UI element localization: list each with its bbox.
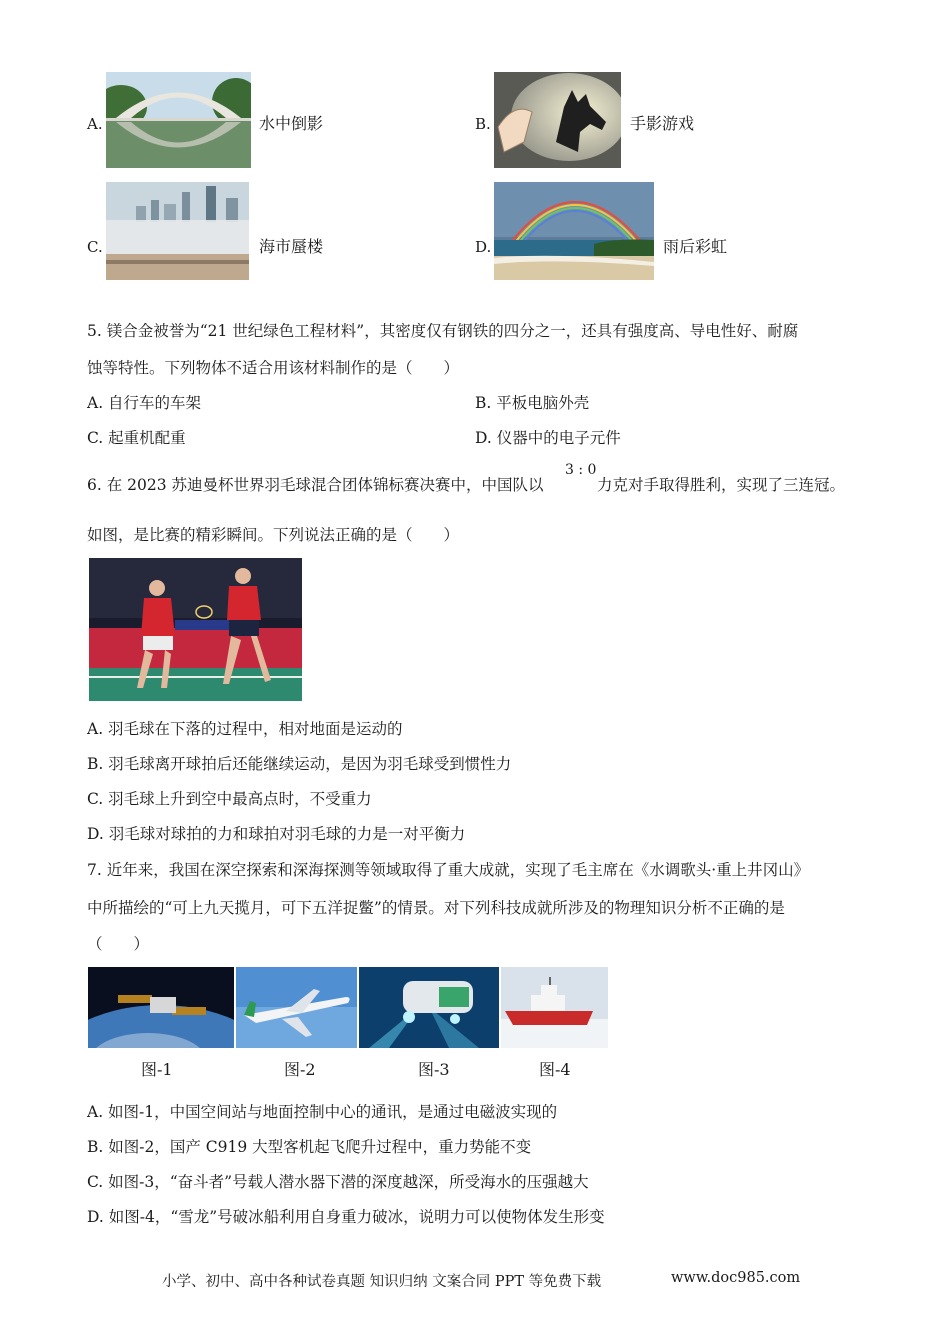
q6-option-b: B. 羽毛球离开球拍后还能继续运动，是因为羽毛球受到惯性力 [87,755,512,773]
badminton-match-image [89,558,302,701]
bridge-reflection-image [106,72,251,168]
hand-shadow-image [494,72,621,168]
c919-plane-image [236,967,357,1048]
q7-stem-line3: （ ） [87,935,150,953]
q7-option-d: D. 如图-4，“雪龙”号破冰船利用自身重力破冰，说明力可以使物体发生形变 [87,1208,605,1226]
q7-option-b: B. 如图-2，国产 C919 大型客机起飞爬升过程中，重力势能不变 [87,1138,532,1156]
option-b-letter: B. [475,115,491,133]
footer-download-text: 小学、初中、高中各种试卷真题 知识归纳 文案合同 PPT 等免费下载 [162,1274,602,1290]
q6-option-a: A. 羽毛球在下落的过程中，相对地面是运动的 [87,720,403,738]
q5-stem-line1: 5. 镁合金被誉为“21 世纪绿色工程材料”，其密度仅有钢铁的四分之一，还具有强度高、导电性好、耐腐 [87,322,799,340]
xuelong-icebreaker-image [501,967,608,1048]
space-station-image [88,967,234,1048]
option-d-caption: 雨后彩虹 [663,237,728,256]
figure-3-caption: 图-3 [418,1060,450,1079]
q6-stem-line2: 如图，是比赛的精彩瞬间。下列说法正确的是（ ） [87,526,460,544]
q6-option-c: C. 羽毛球上升到空中最高点时，不受重力 [87,790,372,808]
q6-stem-line1-end: 力克对手取得胜利，实现了三连冠。 [597,476,846,494]
q7-stem-line1: 7. 近年来，我国在深空探索和深海探测等领域取得了重大成就，实现了毛主席在《水调歌头·重上井冈山》 [87,861,810,879]
q7-option-c: C. 如图-3，“奋斗者”号载人潜水器下潜的深度越深，所受海水的压强越大 [87,1173,589,1191]
figure-2-caption: 图-2 [284,1060,316,1079]
option-c-caption: 海市蜃楼 [259,237,324,256]
mirage-image [106,182,249,280]
q5-option-b: B. 平板电脑外壳 [475,394,590,412]
rainbow-image [494,182,654,280]
q5-stem-line2: 蚀等特性。下列物体不适合用该材料制作的是（ ） [87,359,460,377]
option-b-caption: 手影游戏 [630,114,695,133]
q5-option-c: C. 起重机配重 [87,429,186,447]
q6-option-d: D. 羽毛球对球拍的力和球拍对羽毛球的力是一对平衡力 [87,825,466,843]
q6-stem-line1-start: 6. 在 2023 苏迪曼杯世界羽毛球混合团体锦标赛决赛中，中国队以 [87,476,544,494]
fendouzhe-submersible-image [359,967,499,1048]
q7-option-a: A. 如图-1，中国空间站与地面控制中心的通讯，是通过电磁波实现的 [87,1103,558,1121]
option-a-letter: A. [87,115,103,133]
footer-website-link[interactable]: www.doc985.com [671,1270,801,1286]
option-d-letter: D. [475,238,492,256]
option-a-caption: 水中倒影 [259,114,324,133]
q6-score: 3 : 0 [565,462,597,478]
q5-option-d: D. 仪器中的电子元件 [475,429,621,447]
figure-1-caption: 图-1 [141,1060,173,1079]
q7-stem-line2: 中所描绘的“可上九天揽月，可下五洋捉鳖”的情景。对下列科技成就所涉及的物理知识分析不正确的是 [87,899,785,917]
q5-option-a: A. 自行车的车架 [87,394,202,412]
option-c-letter: C. [87,238,103,256]
figure-4-caption: 图-4 [539,1060,571,1079]
